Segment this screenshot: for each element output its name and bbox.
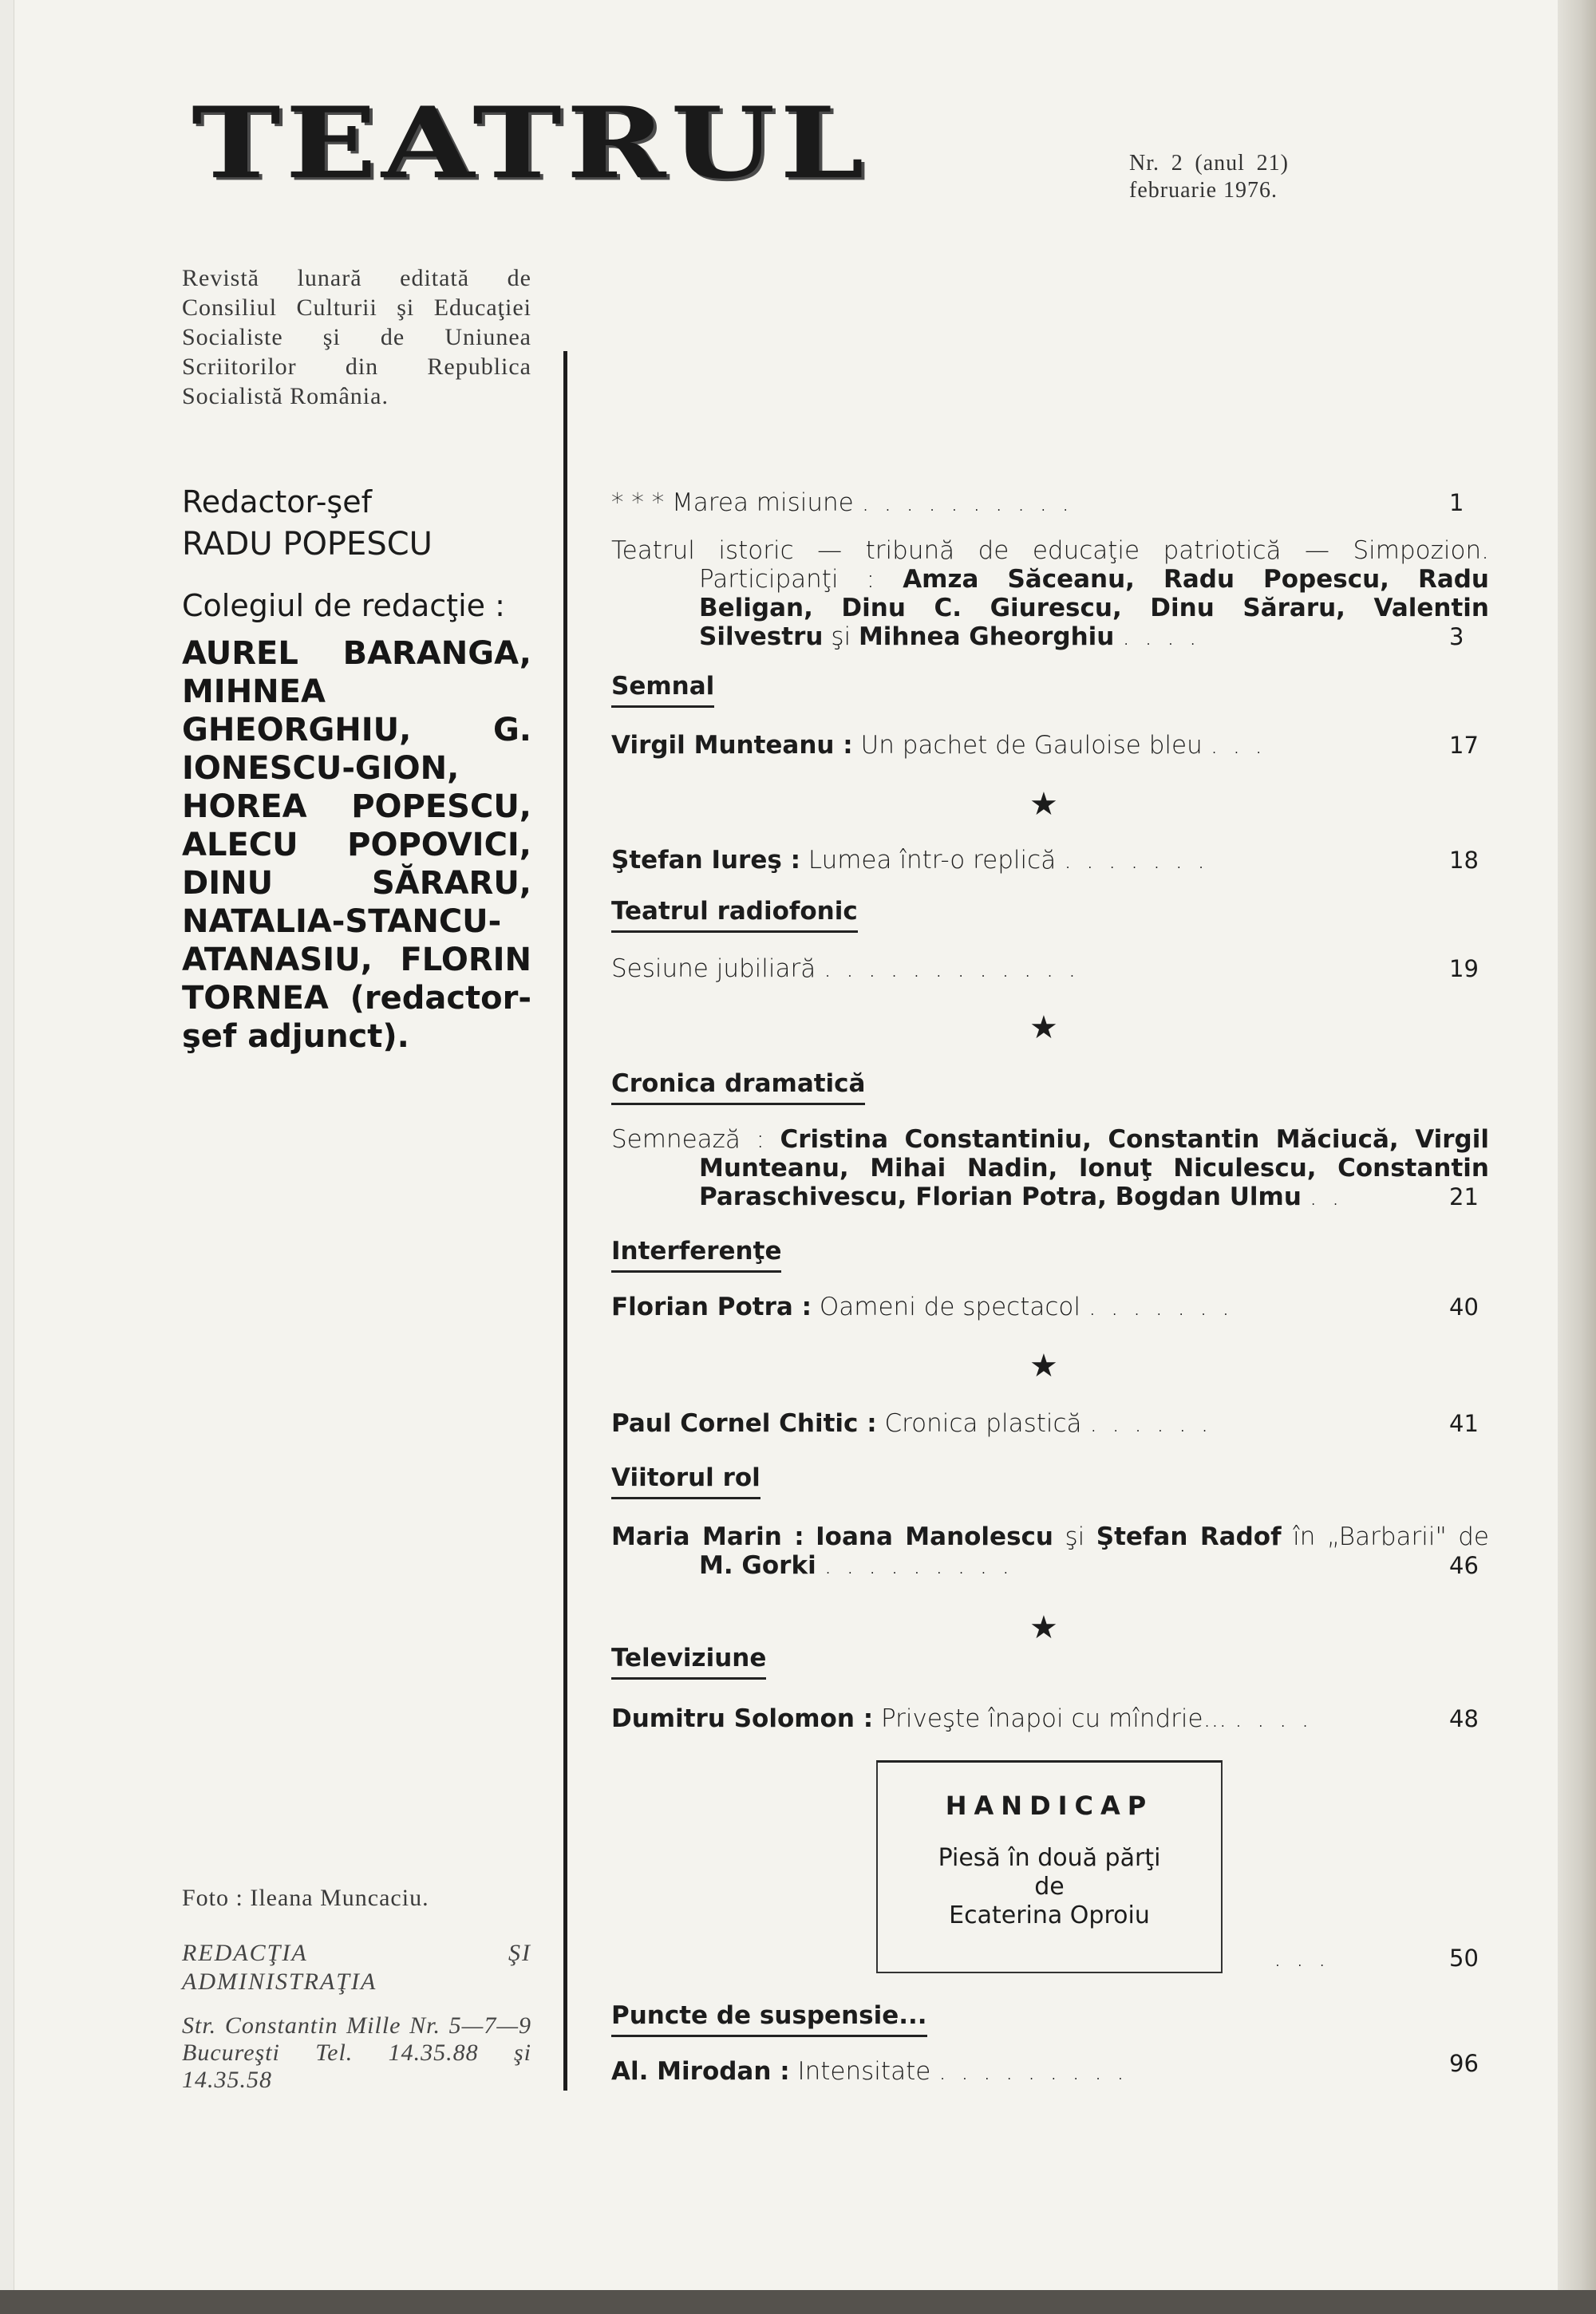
page-number: 17 — [1449, 732, 1479, 759]
handicap-by: de — [1034, 1873, 1065, 1901]
star-icon: ★ — [1029, 1348, 1058, 1384]
handicap-box — [876, 1760, 1223, 1973]
section-televiziune: Televiziune — [611, 1644, 766, 1680]
handicap-subtitle: Piesă în două părţi — [938, 1844, 1161, 1872]
page-number: 1 — [1449, 489, 1464, 516]
page-number: 96 — [1449, 2050, 1479, 2077]
page-number: 19 — [1449, 955, 1479, 982]
issue-number: Nr. 2 (anul 21) februarie 1976. — [1129, 151, 1289, 203]
photo-credit: Foto : Ileana Muncaciu. — [182, 1885, 429, 1911]
section-cronica-dramatica: Cronica dramatică — [611, 1069, 865, 1105]
binding-spine — [1558, 0, 1596, 2314]
section-interferente: Interferenţe — [611, 1237, 781, 1273]
office-heading: REDACŢIA ŞI ADMINISTRAŢIA — [182, 1940, 531, 1995]
office-address: Str. Constantin Mille Nr. 5—7—9 Bucureşti Tel. 14.35.88 şi 14.35.58 — [182, 2012, 531, 2093]
board-role: Colegiul de redacţie : — [182, 588, 505, 623]
column-divider — [563, 351, 567, 2091]
section-semnal: Semnal — [611, 672, 714, 708]
star-icon: ★ — [1029, 1009, 1058, 1046]
page-number: 3 — [1449, 623, 1464, 650]
page-number: 50 — [1449, 1945, 1479, 1972]
board-members: AUREL BARANGA, MIHNEA GHEORGHIU, G. IONESCU-GION, HOREA POPESCU, ALECU POPOVICI, DINU SĂRARU, NATALIA-STANCU-ATANASIU, FLORIN TORNEA (redactor-şef adjunct). — [182, 635, 531, 1055]
section-puncte-de-suspensie: Puncte de suspensie... — [611, 2001, 927, 2037]
scan-edge — [0, 2290, 1596, 2314]
publication-description: Revistă lunară editată de Consiliul Culturii şi Educaţiei Socialiste şi de Uniunea Scriitorilor din Republica Socialistă România. — [182, 265, 531, 409]
page-number: 48 — [1449, 1705, 1479, 1732]
handicap-title: HANDICAP — [945, 1791, 1154, 1821]
star-icon: ★ — [1029, 786, 1058, 823]
section-viitorul-rol: Viitorul rol — [611, 1463, 760, 1499]
page-number: 41 — [1449, 1410, 1479, 1437]
page-number: 40 — [1449, 1293, 1479, 1321]
editor-role: Redactor-şef — [182, 484, 372, 519]
magazine-logo: TEATRUL — [192, 85, 869, 201]
editor-name: RADU POPESCU — [182, 526, 433, 563]
handicap-author: Ecaterina Oproiu — [949, 1901, 1150, 1929]
page-number: 18 — [1449, 847, 1479, 874]
page-number: 46 — [1449, 1552, 1479, 1579]
page-number: 21 — [1449, 1183, 1479, 1210]
section-teatrul-radiofonic: Teatrul radiofonic — [611, 897, 858, 933]
star-icon: ★ — [1029, 1609, 1058, 1646]
